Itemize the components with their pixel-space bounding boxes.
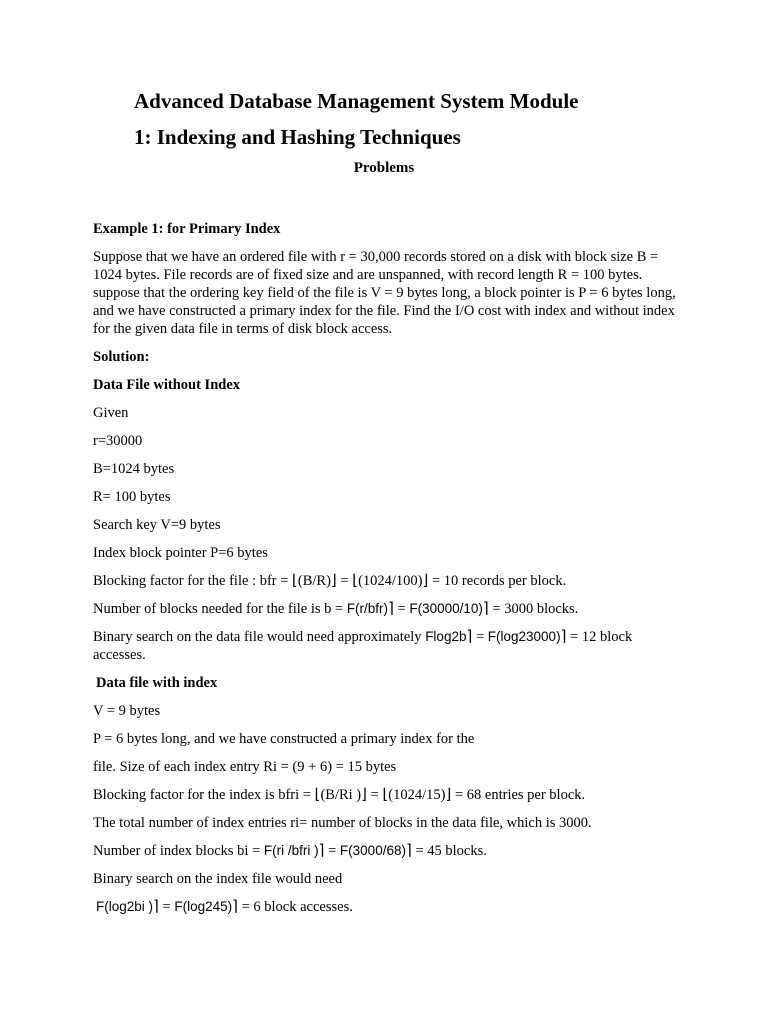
equals: =	[472, 629, 488, 645]
blocking-factor-index	[93, 786, 683, 804]
floor-left-icon: ⌊	[352, 572, 359, 589]
binary-data-value-formula: F(log23000)	[487, 629, 561, 644]
floor-left-icon: ⌊	[314, 786, 321, 803]
floor-right-icon: ⌋	[422, 572, 429, 589]
ceil-right-icon: ⌉	[466, 628, 473, 645]
blocks-needed	[93, 600, 683, 618]
binary-index-result: = 6 block accesses.	[237, 899, 353, 915]
bfri-text: Blocking factor for the index is bfri =	[93, 787, 315, 803]
given-record-length: R= 100 bytes	[93, 489, 171, 505]
binary-index-formula: F(log2bi )	[96, 899, 154, 914]
page-title-line2: 1: Indexing and Hashing Techniques	[134, 125, 461, 149]
bfri-result: = 68 entries per block.	[451, 787, 586, 803]
ceil-right-icon: ⌉	[318, 842, 325, 859]
equals: =	[324, 843, 340, 859]
blocking-factor-file	[93, 572, 683, 590]
document-body	[93, 220, 683, 926]
example-heading: Example 1: for Primary Index	[93, 221, 281, 237]
floor-right-icon: ⌋	[445, 786, 452, 803]
binary-search-index-intro: Binary search on the index file would need	[93, 871, 343, 887]
index-blocks	[93, 842, 683, 860]
given-block-pointer: Index block pointer P=6 bytes	[93, 545, 268, 561]
blocks-result: = 3000 blocks.	[488, 601, 579, 617]
given-block-size: B=1024 bytes	[93, 461, 175, 477]
equals: =	[158, 899, 175, 915]
page-title-line1: Advanced Database Management System Module	[134, 89, 579, 113]
blocks-formula: F(r/bfr)	[346, 601, 389, 616]
with-index-heading: Data file with index	[96, 675, 218, 691]
bfri-formula: (B/Ri )	[320, 787, 362, 803]
index-blocks-result: = 45 blocks.	[411, 843, 487, 859]
given-label: Given	[93, 405, 129, 421]
ceil-right-icon: ⌉	[232, 898, 238, 915]
floor-right-icon: ⌋	[361, 786, 367, 803]
binary-data-text: Binary search on the data file would need approximately	[93, 629, 426, 645]
ceil-right-icon: ⌉	[388, 600, 394, 617]
blocks-value-formula: F(30000/10)	[409, 601, 483, 616]
floor-right-icon: ⌋	[330, 572, 337, 589]
blocks-text: Number of blocks needed for the file is b =	[93, 601, 347, 617]
given-r: r=30000	[93, 433, 143, 449]
equals: =	[393, 601, 410, 617]
problem-statement: Suppose that we have an ordered file with r = 30,000 records stored on a disk with block size B = 1024 bytes. File records are of fixed size and are unspanned, with record length R = 100 bytes. suppose that the ordering key field of the file is V = 9 bytes long, a block pointer is P = 6 bytes long, and we have constructed a primary index for the file. Find the I/O cost with index and without index for the given data file in terms of disk block access.	[93, 249, 676, 337]
index-key-size: V = 9 bytes	[93, 703, 161, 719]
floor-left-icon: ⌊	[382, 786, 389, 803]
index-blocks-value-formula: F(3000/68)	[339, 843, 406, 858]
ceil-right-icon: ⌉	[560, 628, 567, 645]
bfr-result: = 10 records per block.	[428, 573, 567, 589]
index-blocks-text: Number of index blocks bi =	[93, 843, 264, 859]
total-index-entries: The total number of index entries ri= number of blocks in the data file, which is 3000.	[93, 815, 592, 831]
solution-label: Solution:	[93, 349, 150, 365]
bfri-value-formula: (1024/15)	[388, 787, 446, 803]
bfr-text: Blocking factor for the file : bfr =	[93, 573, 293, 589]
binary-search-index	[93, 898, 683, 916]
ceil-right-icon: ⌉	[405, 842, 412, 859]
ceil-right-icon: ⌉	[482, 600, 489, 617]
bfr-formula: (B/R)	[297, 573, 331, 589]
equals: =	[367, 787, 383, 803]
page-subtitle: Problems	[353, 160, 415, 176]
binary-search-data	[93, 628, 683, 664]
equals: =	[336, 573, 353, 589]
binary-data-formula: Flog2b	[425, 629, 467, 644]
binary-data-result: = 12 block accesses.	[93, 629, 633, 663]
binary-index-value-formula: F(log245)	[174, 899, 233, 914]
ceil-right-icon: ⌉	[153, 898, 159, 915]
floor-left-icon: ⌊	[292, 572, 298, 589]
index-pointer-size: P = 6 bytes long, and we have constructed a primary index for the	[93, 731, 475, 747]
bfr-value-formula: (1024/100)	[358, 573, 423, 589]
given-search-key: Search key V=9 bytes	[93, 517, 221, 533]
index-blocks-formula: F(ri /bfri )	[263, 843, 319, 858]
index-entry-size: file. Size of each index entry Ri = (9 + 6) = 15 bytes	[93, 759, 397, 775]
without-index-heading: Data File without Index	[93, 377, 241, 393]
